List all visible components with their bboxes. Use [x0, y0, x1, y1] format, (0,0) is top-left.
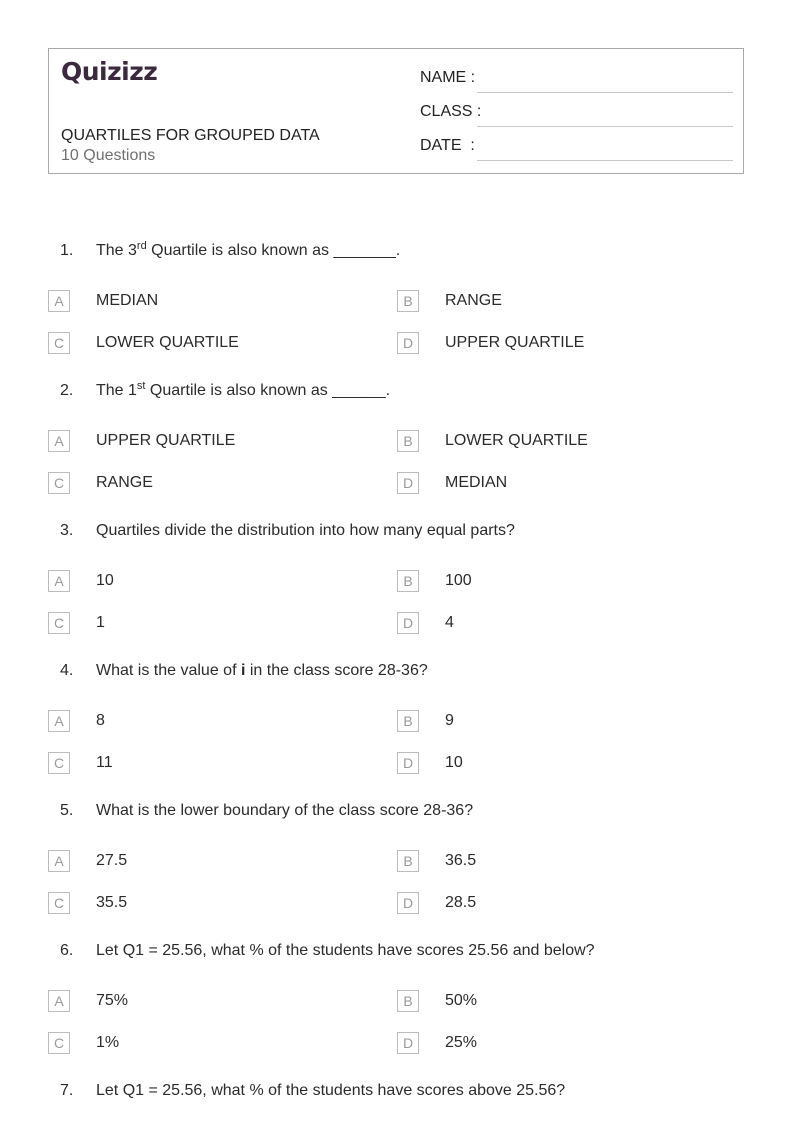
option-text: 10 [96, 572, 114, 589]
option-text: 8 [96, 712, 105, 729]
option-text: 10 [445, 754, 463, 771]
class-line[interactable] [477, 126, 733, 127]
option-letter-box[interactable]: D [397, 472, 419, 494]
option-letter-box[interactable]: B [397, 430, 419, 452]
option-letter-box[interactable]: B [397, 570, 419, 592]
option-text: 1% [96, 1034, 120, 1051]
question-number: 6. [60, 942, 74, 959]
option-letter-box[interactable]: B [397, 710, 419, 732]
option-text: 28.5 [445, 894, 477, 911]
option-letter-box[interactable]: D [397, 892, 419, 914]
date-line[interactable] [477, 160, 733, 161]
option-letter-box[interactable]: C [48, 892, 70, 914]
question-number: 2. [60, 382, 74, 399]
option-text: LOWER QUARTILE [445, 432, 588, 449]
option-text: UPPER QUARTILE [96, 432, 236, 449]
date-label: DATE : [420, 137, 475, 154]
question-number: 5. [60, 802, 74, 819]
option-letter-box[interactable]: A [48, 570, 70, 592]
option-letter-box[interactable]: C [48, 1032, 70, 1054]
option-letter-box[interactable]: A [48, 290, 70, 312]
option-letter-box[interactable]: D [397, 1032, 419, 1054]
option-text: LOWER QUARTILE [96, 334, 239, 351]
option-letter-box[interactable]: A [48, 990, 70, 1012]
name-label: NAME : [420, 69, 476, 86]
question-number: 4. [60, 662, 74, 679]
option-letter-box[interactable]: B [397, 990, 419, 1012]
question-number: 1. [60, 242, 74, 259]
class-label: CLASS : [420, 103, 482, 120]
name-line[interactable] [477, 92, 733, 93]
date-field[interactable] [420, 137, 733, 159]
option-text: 50% [445, 992, 478, 1009]
worksheet-header [48, 48, 744, 174]
option-text: 100 [445, 572, 472, 589]
option-letter-box[interactable]: D [397, 752, 419, 774]
option-letter-box[interactable]: C [48, 332, 70, 354]
option-letter-box[interactable]: B [397, 850, 419, 872]
option-text: 9 [445, 712, 454, 729]
quizizz-logo: Quizizz [61, 57, 158, 86]
option-letter-box[interactable]: A [48, 710, 70, 732]
option-letter-box[interactable]: D [397, 612, 419, 634]
worksheet-title: QUARTILES FOR GROUPED DATA [61, 127, 320, 144]
option-letter-box[interactable]: C [48, 472, 70, 494]
option-text: 1 [96, 614, 105, 631]
question-text: Let Q1 = 25.56, what % of the students have scores above 25.56? [96, 1082, 566, 1099]
question-text: The 1st Quartile is also known as ______. [96, 380, 391, 399]
option-text: RANGE [445, 292, 502, 309]
question-text: Let Q1 = 25.56, what % of the students have scores 25.56 and below? [96, 942, 595, 959]
option-text: 4 [445, 614, 454, 631]
option-text: MEDIAN [96, 292, 159, 309]
question-count: 10 Questions [61, 147, 156, 164]
question-text: What is the value of i in the class score 28-36? [96, 662, 428, 679]
question-number: 7. [60, 1082, 74, 1099]
option-text: 27.5 [96, 852, 128, 869]
question-number: 3. [60, 522, 74, 539]
option-text: 11 [96, 754, 113, 771]
option-text: UPPER QUARTILE [445, 334, 585, 351]
question-text: What is the lower boundary of the class score 28-36? [96, 802, 474, 819]
option-letter-box[interactable]: A [48, 850, 70, 872]
option-text: MEDIAN [445, 474, 508, 491]
option-letter-box[interactable]: B [397, 290, 419, 312]
question-text: The 3rd Quartile is also known as _______. [96, 240, 401, 259]
option-text: 25% [445, 1034, 478, 1051]
option-text: 36.5 [445, 852, 477, 869]
class-field[interactable] [420, 103, 733, 125]
option-letter-box[interactable]: C [48, 752, 70, 774]
option-text: 35.5 [96, 894, 128, 911]
option-text: RANGE [96, 474, 153, 491]
option-letter-box[interactable]: C [48, 612, 70, 634]
option-text: 75% [96, 992, 129, 1009]
name-field[interactable] [420, 69, 733, 91]
option-letter-box[interactable]: D [397, 332, 419, 354]
option-letter-box[interactable]: A [48, 430, 70, 452]
question-text: Quartiles divide the distribution into how many equal parts? [96, 522, 515, 539]
